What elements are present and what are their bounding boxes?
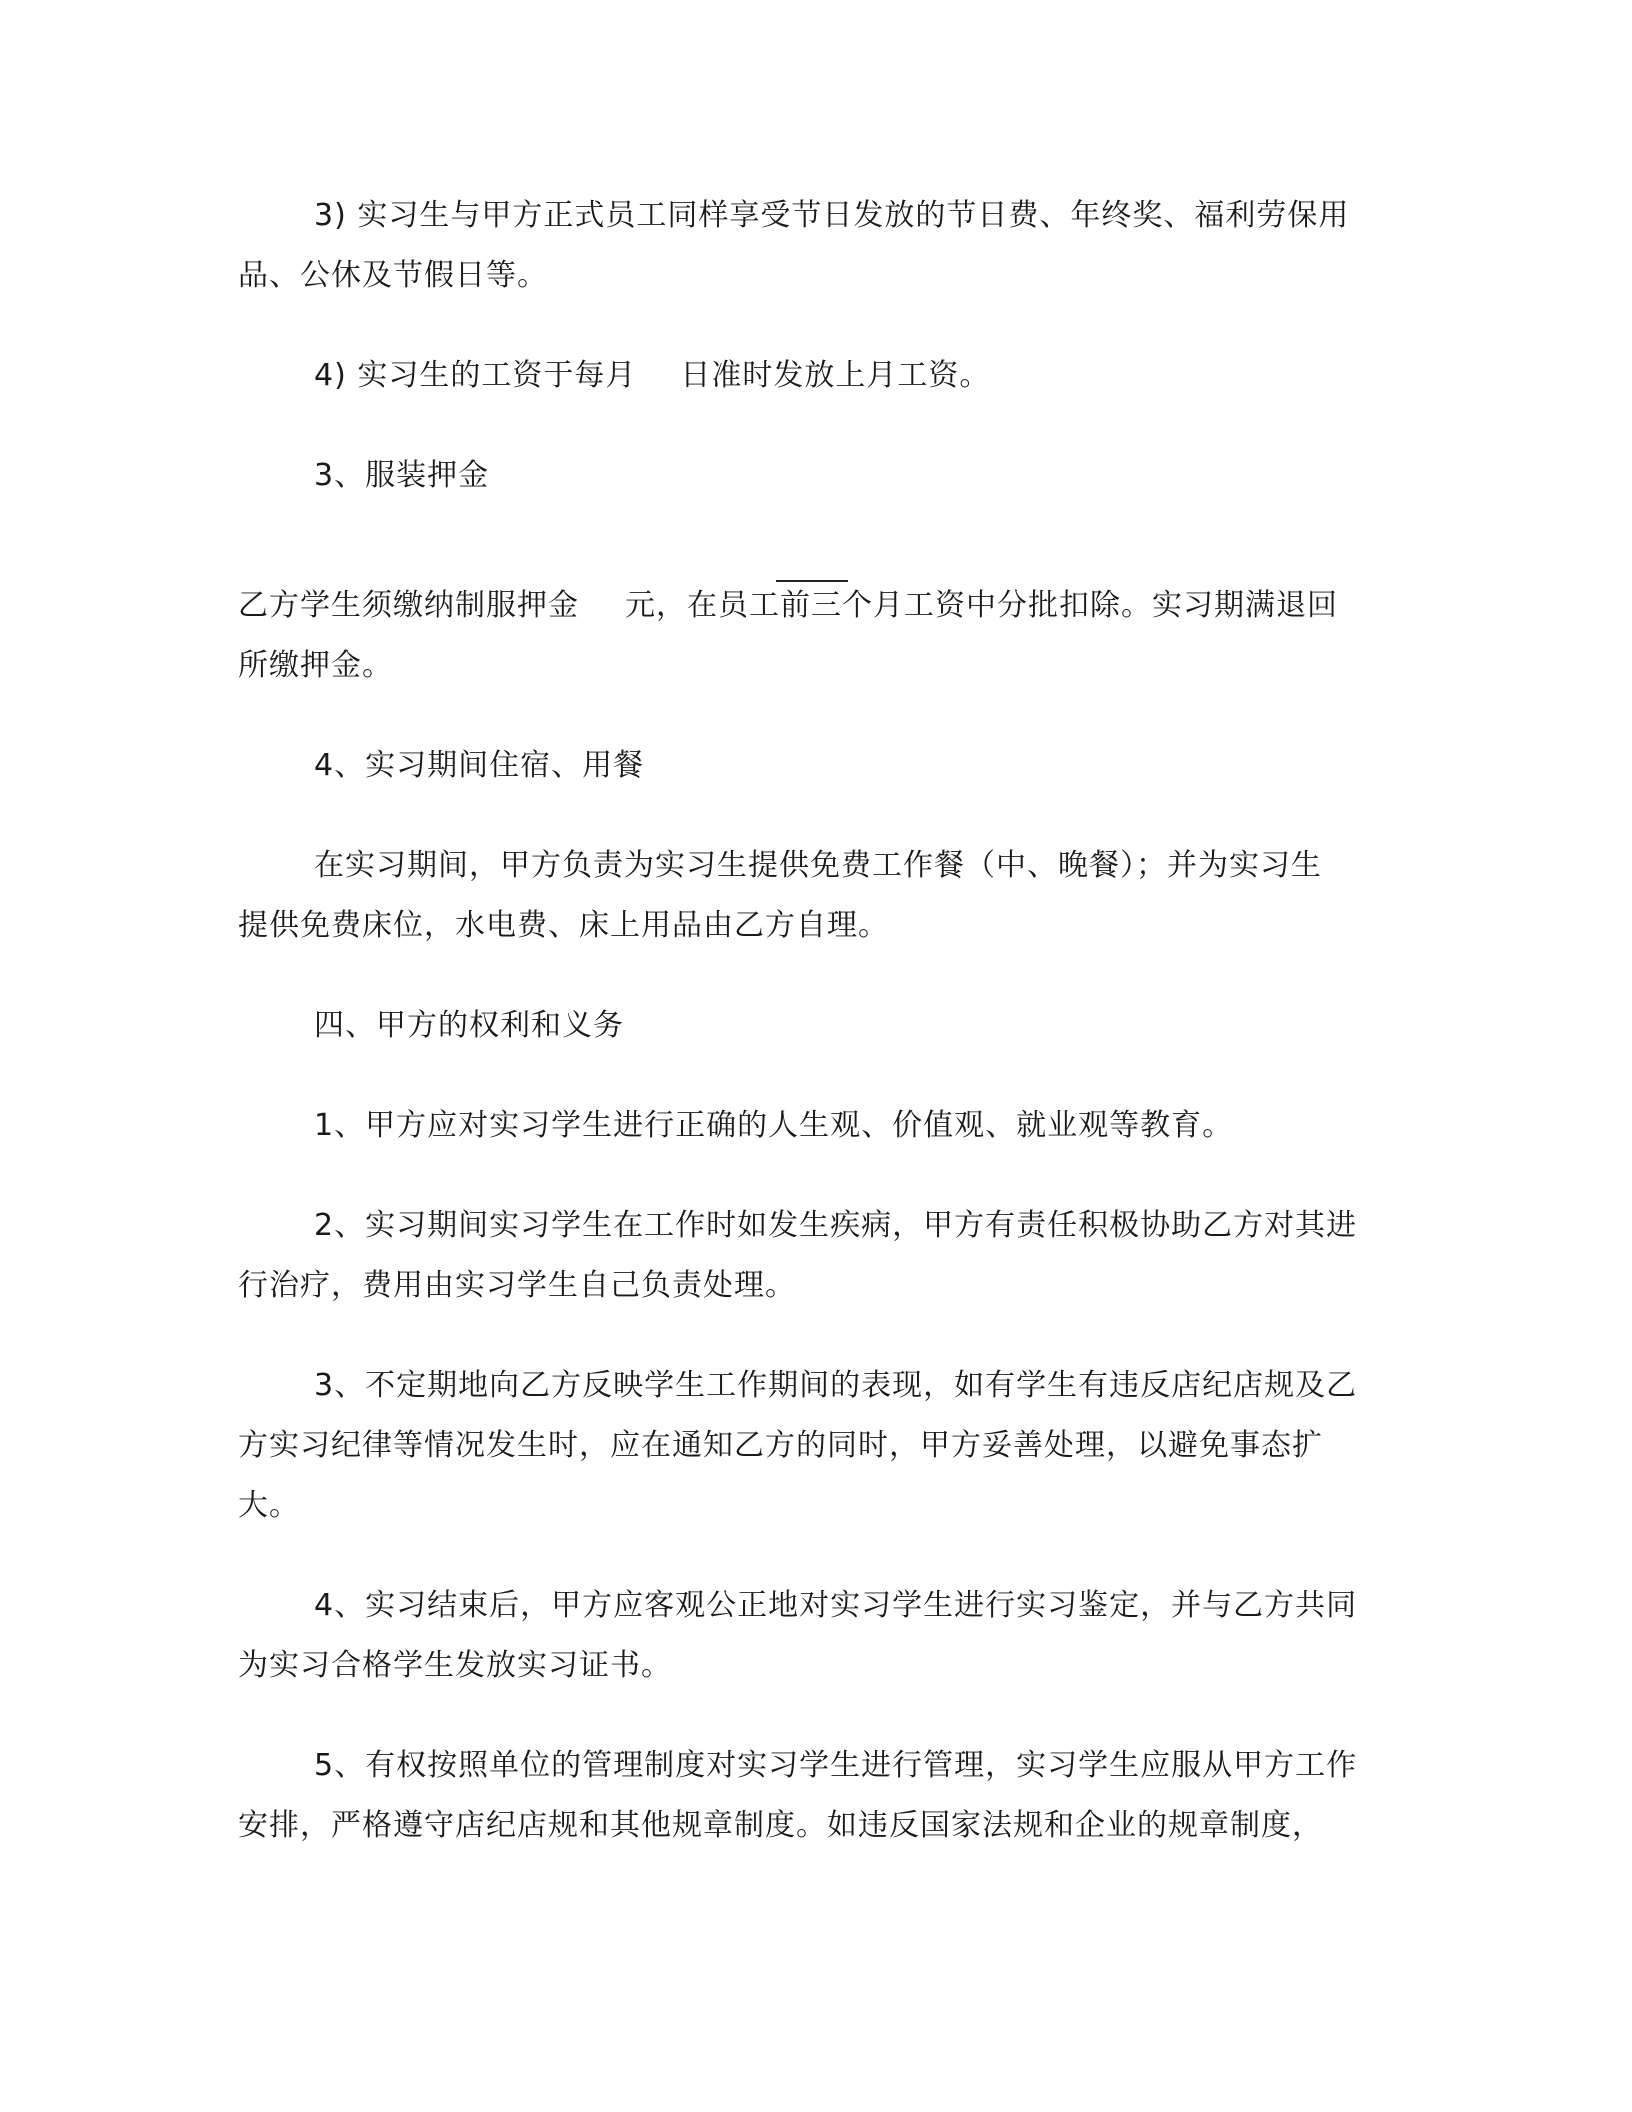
paragraph-line: 大。 bbox=[238, 1488, 300, 1523]
heading-uniform-deposit bbox=[238, 446, 1388, 506]
paragraph-line: 品、公休及节假日等。 bbox=[238, 258, 548, 293]
paragraph-salary-date bbox=[238, 346, 1388, 406]
section-heading: 4、实习期间住宿、用餐 bbox=[314, 748, 645, 783]
paragraph-line: 2、实习期间实习学生在工作时如发生疾病，甲方有责任积极协助乙方对其进 bbox=[314, 1208, 1358, 1243]
deposit-text-after: 元，在员工前三个月工资中分批扣除。实习期满退回 bbox=[625, 588, 1338, 623]
paragraph-line bbox=[238, 346, 1388, 406]
paragraph-holiday-benefits bbox=[238, 186, 1388, 306]
section-heading: 3、服装押金 bbox=[314, 458, 490, 493]
paragraph-line: 为实习合格学生发放实习证书。 bbox=[238, 1648, 672, 1683]
paragraph-accommodation bbox=[238, 836, 1388, 956]
paragraph-line: 1、甲方应对实习学生进行正确的人生观、价值观、就业观等教育。 bbox=[314, 1108, 1234, 1143]
paragraph-uniform-deposit bbox=[238, 576, 1388, 696]
paragraph-line: 方实习纪律等情况发生时，应在通知乙方的同时，甲方妥善处理，以避免事态扩 bbox=[238, 1428, 1323, 1463]
clause-4 bbox=[238, 1576, 1388, 1696]
paragraph-line: 4、实习结束后，甲方应客观公正地对实习学生进行实习鉴定，并与乙方共同 bbox=[314, 1588, 1358, 1623]
paragraph-line: 5、有权按照单位的管理制度对实习学生进行管理，实习学生应服从甲方工作 bbox=[314, 1748, 1358, 1783]
heading-party-a-rights bbox=[238, 996, 1388, 1056]
clause-2 bbox=[238, 1196, 1388, 1316]
clause-5 bbox=[238, 1736, 1388, 1856]
paragraph-line: 3) 实习生与甲方正式员工同样享受节日发放的节日费、年终奖、福利劳保用 bbox=[314, 198, 1350, 233]
deposit-text-before: 乙方学生须缴纳制服押金 bbox=[238, 588, 579, 623]
paragraph-line: 在实习期间，甲方负责为实习生提供免费工作餐（中、晚餐）；并为实习生 bbox=[314, 848, 1322, 883]
paragraph-line: 3、不定期地向乙方反映学生工作期间的表现，如有学生有违反店纪店规及乙 bbox=[314, 1368, 1358, 1403]
paragraph-line bbox=[238, 576, 1388, 636]
section-heading: 四、甲方的权利和义务 bbox=[314, 1008, 624, 1043]
heading-accommodation bbox=[238, 736, 1388, 796]
paragraph-line: 安排，严格遵守店纪店规和其他规章制度。如违反国家法规和企业的规章制度， bbox=[238, 1808, 1323, 1843]
paragraph-line: 所缴押金。 bbox=[238, 648, 393, 683]
clause-3 bbox=[238, 1356, 1388, 1536]
paragraph-line: 提供免费床位，水电费、床上用品由乙方自理。 bbox=[238, 908, 889, 943]
clause-1 bbox=[238, 1096, 1388, 1156]
salary-text-after: 日准时发放上月工资。 bbox=[680, 358, 991, 393]
paragraph-line: 行治疗，费用由实习学生自己负责处理。 bbox=[238, 1268, 796, 1303]
salary-text-before: 4) 实习生的工资于每月 bbox=[314, 358, 637, 393]
